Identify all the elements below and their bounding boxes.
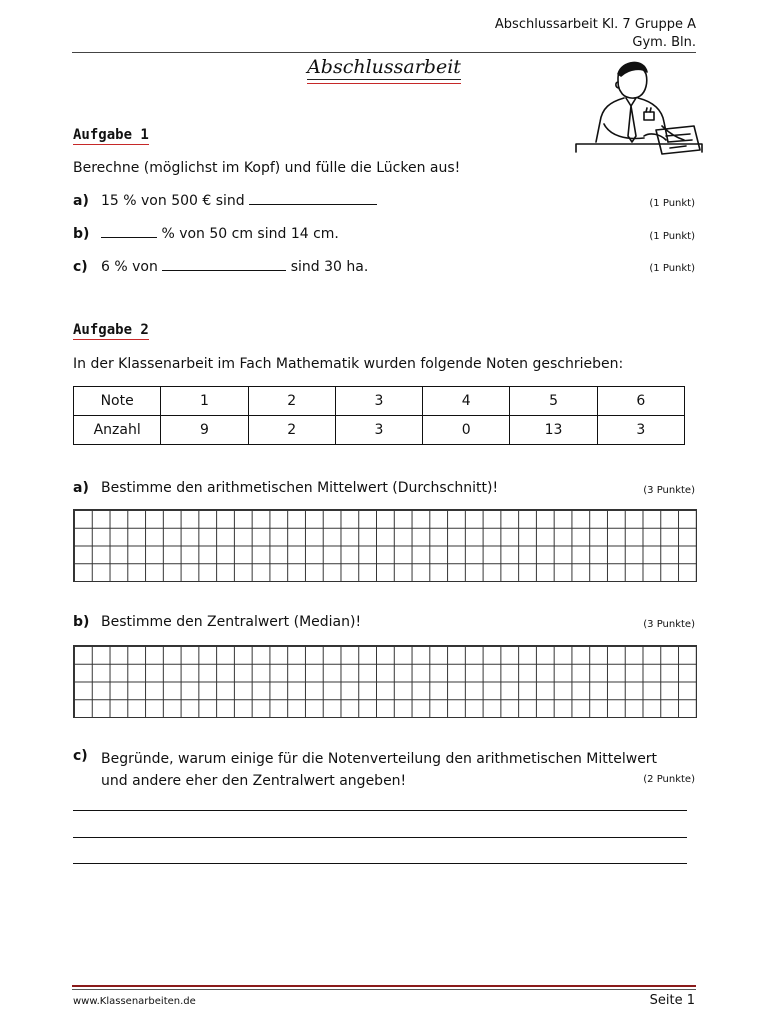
task1-b-points: (1 Punkt): [649, 231, 695, 242]
table-cell: 3: [335, 416, 422, 445]
task1-b-blank[interactable]: [101, 226, 157, 238]
table-cell: Anzahl: [74, 416, 161, 445]
table-cell: 3: [597, 416, 684, 445]
table-cell: 2: [248, 416, 335, 445]
task1-a-question: 15 % von 500 € sind: [101, 193, 377, 209]
table-cell: 3: [335, 387, 422, 416]
task1-c-question: 6 % von sind 30 ha.: [101, 259, 369, 275]
task2-c-line-1: Begründe, warum einige für die Notenverteilung den arithmetischen Mittelwert: [101, 751, 658, 767]
task1-b-question: % von 50 cm sind 14 cm.: [101, 226, 339, 242]
table-cell: 13: [510, 416, 597, 445]
header-divider: [72, 52, 696, 53]
task1-a-blank[interactable]: [249, 193, 377, 205]
footer-divider: [72, 985, 696, 987]
task2-a-points: (3 Punkte): [643, 485, 695, 496]
document-header: [495, 16, 696, 52]
table-cell: 6: [597, 387, 684, 416]
task2-c-letter: c): [73, 748, 88, 764]
task2-c-answer-line[interactable]: [73, 863, 687, 864]
task2-intro: In der Klassenarbeit im Fach Mathematik wurden folgende Noten geschrieben:: [73, 356, 624, 372]
table-row: [74, 416, 685, 445]
task1-heading: Aufgabe 1: [73, 127, 149, 143]
task1-intro: Berechne (möglichst im Kopf) und fülle die Lücken aus!: [73, 160, 461, 176]
table-cell: 5: [510, 387, 597, 416]
task1-a-letter: a): [73, 193, 89, 209]
page-number: Seite 1: [649, 993, 695, 1008]
task2-heading: Aufgabe 2: [73, 322, 149, 338]
task1-b-letter: b): [73, 226, 90, 242]
footer-website: www.Klassenarbeiten.de: [73, 996, 196, 1007]
task2-b-answer-grid[interactable]: [73, 645, 697, 718]
task2-a-letter: a): [73, 480, 89, 496]
task2-b-points: (3 Punkte): [643, 619, 695, 630]
task1-a-points: (1 Punkt): [649, 198, 695, 209]
table-cell: Note: [74, 387, 161, 416]
task2-c-answer-line[interactable]: [73, 810, 687, 811]
task2-c-points: (2 Punkte): [643, 774, 695, 785]
header-line-2: Gym. Bln.: [632, 35, 696, 50]
header-line-1: Abschlussarbeit Kl. 7 Gruppe A: [494, 17, 696, 32]
grades-table: [73, 386, 685, 445]
task2-b-question: Bestimme den Zentralwert (Median)!: [101, 614, 362, 630]
task2-c-line-2: und andere eher den Zentralwert angeben!: [101, 773, 407, 789]
task1-c-letter: c): [73, 259, 88, 275]
page-title: Abschlussarbeit: [307, 56, 461, 78]
teacher-illustration-icon: [574, 56, 706, 166]
task2-c-question: [101, 748, 657, 792]
task1-c-blank[interactable]: [162, 259, 286, 271]
task1-c-points: (1 Punkt): [649, 263, 695, 274]
table-cell: 9: [161, 416, 248, 445]
task2-c-answer-line[interactable]: [73, 837, 687, 838]
task2-a-answer-grid[interactable]: [73, 509, 697, 582]
table-cell: 4: [423, 387, 510, 416]
task2-b-letter: b): [73, 614, 90, 630]
table-row: [74, 387, 685, 416]
table-cell: 0: [423, 416, 510, 445]
task2-a-question: Bestimme den arithmetischen Mittelwert (Durchschnitt)!: [101, 480, 499, 496]
table-cell: 2: [248, 387, 335, 416]
table-cell: 1: [161, 387, 248, 416]
footer-divider-thin: [72, 989, 696, 990]
